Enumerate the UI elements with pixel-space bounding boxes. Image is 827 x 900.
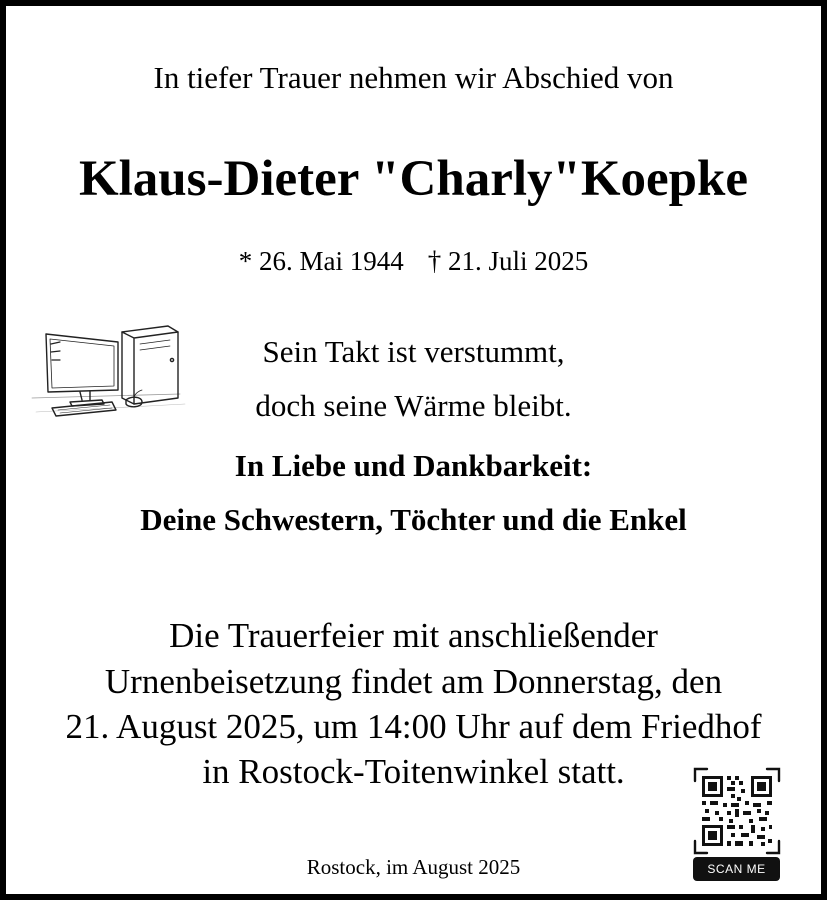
place-and-date: Rostock, im August 2025 <box>306 855 521 879</box>
birth-date: * 26. Mai 1944 <box>238 246 404 276</box>
intro-text: In tiefer Trauer nehmen wir Abschied von <box>153 60 674 95</box>
death-date: † 21. Juli 2025 <box>427 246 589 276</box>
qr-code-icon[interactable] <box>693 767 781 855</box>
motto-line-1: Sein Takt ist verstummt, <box>262 334 565 369</box>
life-dates <box>0 246 827 277</box>
thanks-heading: In Liebe und Dankbarkeit: <box>234 448 593 483</box>
family-signature: Deine Schwestern, Töchter und die Enkel <box>140 502 687 537</box>
service-line-1: Die Trauerfeier mit anschließender <box>169 616 658 655</box>
service-line-2: Urnenbeisetzung findet am Donnerstag, den <box>104 662 723 701</box>
motto-line-2: doch seine Wärme bleibt. <box>255 388 572 423</box>
service-line-4: in Rostock-Toitenwinkel statt. <box>202 752 625 791</box>
deceased-name: Klaus-Dieter "Charly"Koepke <box>78 151 749 207</box>
scan-me-badge[interactable]: SCAN ME <box>693 857 780 881</box>
service-line-3: 21. August 2025, um 14:00 Uhr auf dem Friedhof <box>65 707 762 746</box>
